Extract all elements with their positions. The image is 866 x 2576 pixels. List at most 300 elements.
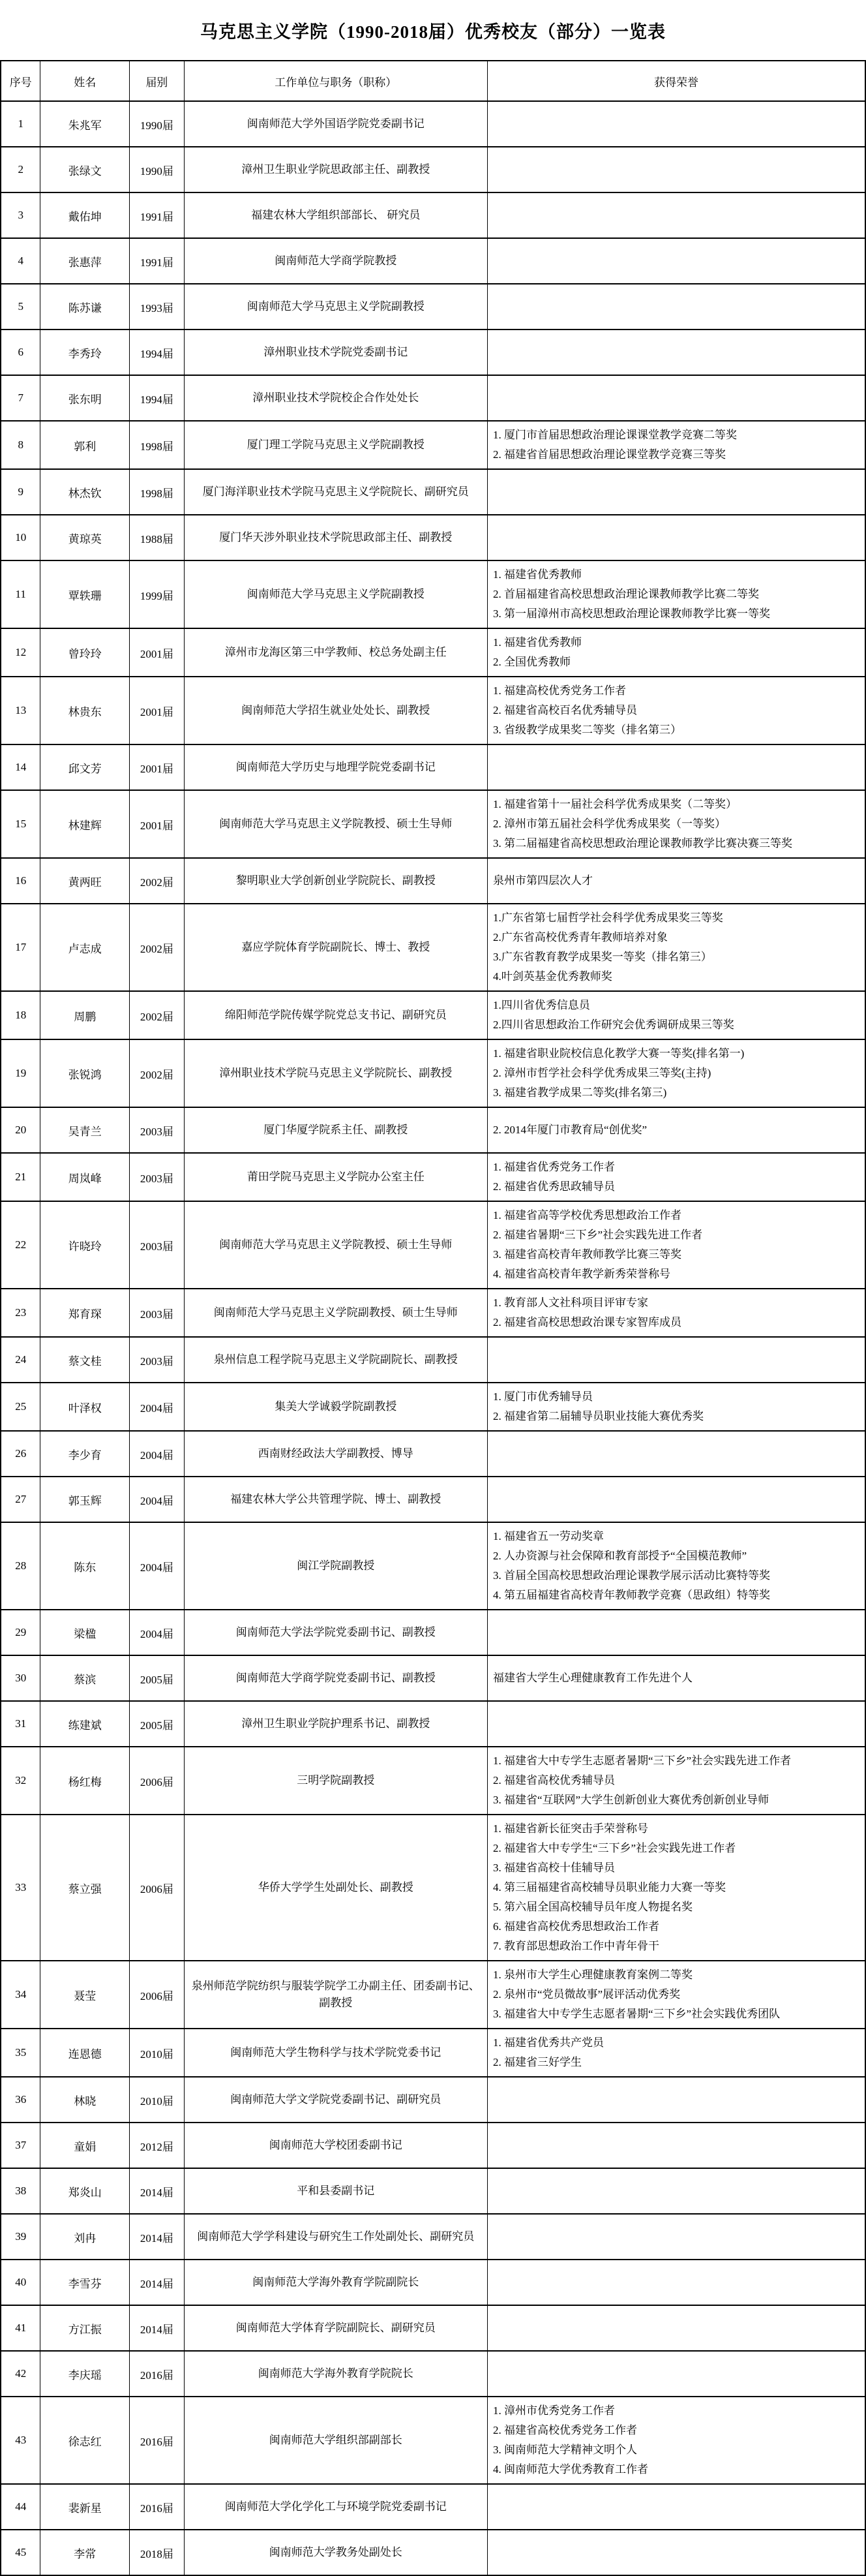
cell-work-unit: 闽南师范大学法学院党委副书记、副教授 [184, 1610, 487, 1655]
honor-line: 3. 福建省高校青年教师教学比赛三等奖 [493, 1248, 682, 1261]
cell-number: 15 [1, 790, 40, 858]
honor-line: 2.广东省高校优秀青年教师培养对象 [493, 931, 668, 943]
honor-line: 2.四川省思想政治工作研究会优秀调研成果三等奖 [493, 1019, 734, 1031]
cell-class-year: 2016届 [130, 2351, 185, 2397]
honor-line: 1. 福建省新长征突击手荣誉称号 [493, 1822, 649, 1835]
table-row [1, 904, 865, 991]
cell-class-year: 2012届 [130, 2123, 185, 2168]
cell-class-year: 2004届 [130, 1477, 185, 1522]
cell-name: 张绿文 [40, 147, 130, 192]
honor-line: 1. 福建省五一劳动奖章 [493, 1530, 605, 1542]
cell-number: 38 [1, 2168, 40, 2214]
cell-honors [488, 858, 865, 904]
cell-work-unit: 闽南师范大学外国语学院党委副书记 [184, 101, 487, 147]
table-row [1, 1655, 865, 1701]
cell-class-year: 2001届 [130, 628, 185, 677]
cell-class-year: 2004届 [130, 1383, 185, 1431]
cell-class-year: 1991届 [130, 238, 185, 284]
honor-line: 4. 福建省高校青年教学新秀荣誉称号 [493, 1268, 671, 1280]
cell-number: 26 [1, 1431, 40, 1477]
cell-name: 陈东 [40, 1522, 130, 1610]
cell-honors [488, 1747, 865, 1815]
cell-honors [488, 515, 865, 560]
table-row [1, 375, 865, 421]
cell-class-year: 1994届 [130, 375, 185, 421]
cell-name: 刘冉 [40, 2214, 130, 2260]
cell-class-year: 1990届 [130, 101, 185, 147]
cell-work-unit: 闽南师范大学学科建设与研究生工作处副处长、副研究员 [184, 2214, 487, 2260]
cell-class-year: 2001届 [130, 677, 185, 744]
cell-class-year: 2002届 [130, 1039, 185, 1107]
cell-work-unit: 厦门海洋职业技术学院马克思主义学院院长、副研究员 [184, 469, 487, 515]
cell-class-year: 2014届 [130, 2168, 185, 2214]
cell-name: 李少育 [40, 1431, 130, 1477]
cell-class-year: 2010届 [130, 2077, 185, 2123]
honor-line: 1.广东省第七届哲学社会科学优秀成果奖三等奖 [493, 912, 723, 924]
cell-name: 李庆瑶 [40, 2351, 130, 2397]
cell-honors [488, 2168, 865, 2214]
cell-honors [488, 2351, 865, 2397]
cell-number: 8 [1, 421, 40, 469]
honor-line: 3. 福建省高校十佳辅导员 [493, 1862, 616, 1874]
honor-line: 1. 福建省优秀教师 [493, 636, 582, 649]
cell-number: 45 [1, 2530, 40, 2575]
cell-name: 林杰钦 [40, 469, 130, 515]
cell-work-unit: 闽南师范大学商学院教授 [184, 238, 487, 284]
cell-honors [488, 2029, 865, 2077]
cell-honors [488, 560, 865, 628]
col-header-class-year: 届别 [130, 61, 185, 101]
cell-class-year: 1999届 [130, 560, 185, 628]
cell-honors [488, 2305, 865, 2351]
cell-honors [488, 1107, 865, 1153]
cell-class-year: 2004届 [130, 1610, 185, 1655]
cell-name: 李常 [40, 2530, 130, 2575]
table-row [1, 2077, 865, 2123]
honor-line: 2. 首届福建省高校思想政治理论课教师教学比赛二等奖 [493, 588, 760, 600]
cell-number: 32 [1, 1747, 40, 1815]
col-header-honors: 获得荣誉 [488, 61, 865, 101]
cell-work-unit: 漳州职业技术学院党委副书记 [184, 330, 487, 375]
header-row [1, 61, 865, 101]
cell-name: 蔡立强 [40, 1815, 130, 1961]
table-row [1, 2168, 865, 2214]
cell-name: 邱文芳 [40, 744, 130, 790]
honor-line: 1. 漳州市优秀党务工作者 [493, 2404, 616, 2417]
table-row [1, 744, 865, 790]
table-row [1, 2351, 865, 2397]
table-row [1, 2260, 865, 2305]
honor-line: 1. 福建省优秀党务工作者 [493, 1161, 616, 1173]
honor-line: 2. 2014年厦门市教育局“创优奖” [493, 1124, 648, 1136]
honor-line: 2. 福建省高校优秀辅导员 [493, 1774, 616, 1786]
cell-number: 22 [1, 1201, 40, 1289]
cell-name: 李雪芬 [40, 2260, 130, 2305]
cell-work-unit: 漳州卫生职业学院思政部主任、副教授 [184, 147, 487, 192]
honor-line: 4. 第三届福建省高校辅导员职业能力大赛一等奖 [493, 1881, 726, 1894]
cell-class-year: 1994届 [130, 330, 185, 375]
cell-name: 林建辉 [40, 790, 130, 858]
cell-name: 裴新星 [40, 2484, 130, 2530]
cell-number: 11 [1, 560, 40, 628]
cell-name: 林晓 [40, 2077, 130, 2123]
cell-name: 郑炎山 [40, 2168, 130, 2214]
cell-work-unit: 闽南师范大学校团委副书记 [184, 2123, 487, 2168]
cell-work-unit: 漳州职业技术学院校企合作处处长 [184, 375, 487, 421]
cell-number: 16 [1, 858, 40, 904]
cell-honors [488, 677, 865, 744]
cell-number: 35 [1, 2029, 40, 2077]
cell-name: 周鹏 [40, 991, 130, 1039]
cell-honors [488, 192, 865, 238]
honor-line: 4. 第五届福建省高校青年教师教学竞赛（思政组）特等奖 [493, 1589, 771, 1601]
cell-honors [488, 1961, 865, 2029]
honor-line: 1. 福建高校优秀党务工作者 [493, 684, 627, 697]
cell-name: 许晓玲 [40, 1201, 130, 1289]
table-row [1, 2484, 865, 2530]
cell-class-year: 2003届 [130, 1201, 185, 1289]
cell-number: 25 [1, 1383, 40, 1431]
cell-honors [488, 1701, 865, 1747]
cell-class-year: 2003届 [130, 1153, 185, 1201]
cell-number: 18 [1, 991, 40, 1039]
honor-line: 1. 教育部人文社科项目评审专家 [493, 1296, 649, 1309]
cell-number: 12 [1, 628, 40, 677]
cell-work-unit: 平和县委副书记 [184, 2168, 487, 2214]
cell-honors [488, 628, 865, 677]
honor-line: 1. 福建省优秀教师 [493, 568, 582, 581]
cell-number: 29 [1, 1610, 40, 1655]
table-row [1, 1107, 865, 1153]
honor-line: 2. 福建省首届思想政治理论课堂教学竞赛三等奖 [493, 448, 726, 461]
col-header-number: 序号 [1, 61, 40, 101]
cell-honors [488, 2214, 865, 2260]
honor-line: 2. 福建省高校优秀党务工作者 [493, 2424, 638, 2436]
table-row [1, 1522, 865, 1610]
table-row [1, 1815, 865, 1961]
table-row [1, 1383, 865, 1431]
cell-number: 27 [1, 1477, 40, 1522]
cell-name: 卢志成 [40, 904, 130, 991]
cell-name: 方江振 [40, 2305, 130, 2351]
cell-class-year: 2005届 [130, 1655, 185, 1701]
cell-name: 林贵东 [40, 677, 130, 744]
honor-line: 3.广东省教育教学成果奖一等奖（排名第三） [493, 951, 712, 963]
cell-number: 5 [1, 284, 40, 330]
cell-name: 吴青兰 [40, 1107, 130, 1153]
cell-class-year: 2018届 [130, 2530, 185, 2575]
cell-work-unit: 漳州市龙海区第三中学教师、校总务处副主任 [184, 628, 487, 677]
cell-number: 39 [1, 2214, 40, 2260]
table-row [1, 1201, 865, 1289]
cell-work-unit: 闽南师范大学马克思主义学院副教授、硕士生导师 [184, 1289, 487, 1337]
cell-work-unit: 泉州信息工程学院马克思主义学院副院长、副教授 [184, 1337, 487, 1383]
cell-name: 曾玲玲 [40, 628, 130, 677]
cell-honors [488, 101, 865, 147]
cell-name: 陈苏谦 [40, 284, 130, 330]
cell-honors [488, 238, 865, 284]
cell-honors [488, 469, 865, 515]
col-header-work-unit: 工作单位与职务（职称） [184, 61, 487, 101]
table-row [1, 1961, 865, 2029]
cell-number: 43 [1, 2397, 40, 2484]
cell-name: 周岚峰 [40, 1153, 130, 1201]
cell-number: 7 [1, 375, 40, 421]
cell-honors [488, 2484, 865, 2530]
cell-work-unit: 闽南师范大学马克思主义学院副教授 [184, 560, 487, 628]
cell-number: 23 [1, 1289, 40, 1337]
table-row [1, 2214, 865, 2260]
table-row [1, 677, 865, 744]
cell-work-unit: 闽江学院副教授 [184, 1522, 487, 1610]
cell-class-year: 2004届 [130, 1522, 185, 1610]
honor-line: 2. 泉州市“党员微故事”展评活动优秀奖 [493, 1988, 681, 2001]
honor-line: 3. 福建省教学成果二等奖(排名第三) [493, 1086, 667, 1099]
cell-name: 覃轶珊 [40, 560, 130, 628]
table-row [1, 1431, 865, 1477]
cell-work-unit: 泉州师范学院纺织与服装学院学工办副主任、团委副书记、副教授 [184, 1961, 487, 2029]
cell-honors [488, 1337, 865, 1383]
table-row [1, 1747, 865, 1815]
page-title: 马克思主义学院（1990-2018届）优秀校友（部分）一览表 [200, 22, 666, 42]
cell-class-year: 2016届 [130, 2484, 185, 2530]
cell-name: 梁楹 [40, 1610, 130, 1655]
table-row [1, 1701, 865, 1747]
table-row [1, 147, 865, 192]
table-row [1, 515, 865, 560]
cell-class-year: 2003届 [130, 1107, 185, 1153]
table-row [1, 1610, 865, 1655]
cell-work-unit: 福建农林大学公共管理学院、博士、副教授 [184, 1477, 487, 1522]
table-row [1, 1153, 865, 1201]
honor-line: 3. 第二届福建省高校思想政治理论课教师教学比赛决赛三等奖 [493, 837, 793, 850]
table-row [1, 2305, 865, 2351]
cell-name: 黄琼英 [40, 515, 130, 560]
table-row [1, 790, 865, 858]
cell-number: 24 [1, 1337, 40, 1383]
honor-line: 2. 漳州市第五届社会科学优秀成果奖（一等奖） [493, 818, 726, 830]
cell-number: 42 [1, 2351, 40, 2397]
honor-line: 2. 福建省暑期“三下乡”社会实践先进工作者 [493, 1229, 703, 1241]
honor-line: 2. 福建省第二届辅导员职业技能大赛优秀奖 [493, 1410, 704, 1422]
cell-class-year: 2003届 [130, 1337, 185, 1383]
cell-number: 9 [1, 469, 40, 515]
honor-line: 2. 福建省高校思想政治课专家智库成员 [493, 1316, 682, 1328]
honor-line: 2. 福建省优秀思政辅导员 [493, 1180, 616, 1193]
cell-work-unit: 闽南师范大学马克思主义学院教授、硕士生导师 [184, 790, 487, 858]
honor-line: 3. 福建省“互联网”大学生创新创业大赛优秀创新创业导师 [493, 1794, 769, 1806]
cell-work-unit: 闽南师范大学海外教育学院副院长 [184, 2260, 487, 2305]
cell-work-unit: 闽南师范大学历史与地理学院党委副书记 [184, 744, 487, 790]
cell-class-year: 2001届 [130, 744, 185, 790]
honor-line: 1. 福建省职业院校信息化教学大赛一等奖(排名第一) [493, 1047, 745, 1060]
cell-work-unit: 厦门华厦学院系主任、副教授 [184, 1107, 487, 1153]
table-row [1, 2397, 865, 2484]
honor-line: 1. 福建省优秀共产党员 [493, 2036, 605, 2049]
cell-honors [488, 330, 865, 375]
cell-work-unit: 闽南师范大学组织部副部长 [184, 2397, 487, 2484]
cell-work-unit: 闽南师范大学教务处副处长 [184, 2530, 487, 2575]
cell-name: 李秀玲 [40, 330, 130, 375]
cell-work-unit: 漳州职业技术学院马克思主义学院院长、副教授 [184, 1039, 487, 1107]
cell-name: 朱兆军 [40, 101, 130, 147]
cell-honors [488, 904, 865, 991]
honor-line: 2. 漳州市哲学社会科学优秀成果三等奖(主持) [493, 1067, 711, 1079]
cell-number: 3 [1, 192, 40, 238]
cell-honors [488, 284, 865, 330]
cell-class-year: 1993届 [130, 284, 185, 330]
cell-honors [488, 1201, 865, 1289]
cell-honors [488, 1039, 865, 1107]
cell-class-year: 1990届 [130, 147, 185, 192]
cell-number: 17 [1, 904, 40, 991]
cell-number: 44 [1, 2484, 40, 2530]
cell-honors [488, 2123, 865, 2168]
cell-class-year: 2006届 [130, 1747, 185, 1815]
cell-class-year: 2006届 [130, 1961, 185, 2029]
cell-class-year: 2010届 [130, 2029, 185, 2077]
cell-class-year: 2003届 [130, 1289, 185, 1337]
table-row [1, 2029, 865, 2077]
cell-name: 叶泽权 [40, 1383, 130, 1431]
cell-class-year: 1998届 [130, 469, 185, 515]
cell-name: 张东明 [40, 375, 130, 421]
honor-line: 2. 福建省高校百名优秀辅导员 [493, 704, 638, 716]
table-row [1, 991, 865, 1039]
cell-work-unit: 集美大学诚毅学院副教授 [184, 1383, 487, 1431]
cell-honors [488, 790, 865, 858]
cell-number: 40 [1, 2260, 40, 2305]
honor-line: 1. 厦门市首届思想政治理论课课堂教学竞赛二等奖 [493, 429, 738, 441]
cell-honors [488, 1289, 865, 1337]
table-row [1, 421, 865, 469]
cell-number: 36 [1, 2077, 40, 2123]
cell-class-year: 2005届 [130, 1701, 185, 1747]
table-row [1, 1337, 865, 1383]
cell-number: 28 [1, 1522, 40, 1610]
cell-class-year: 2004届 [130, 1431, 185, 1477]
cell-number: 1 [1, 101, 40, 147]
cell-work-unit: 厦门华天涉外职业技术学院思政部主任、副教授 [184, 515, 487, 560]
cell-class-year: 2002届 [130, 991, 185, 1039]
cell-number: 2 [1, 147, 40, 192]
honor-line: 2. 全国优秀教师 [493, 656, 571, 668]
honor-line: 2. 人办资源与社会保障和教育部授予“全国模范教师” [493, 1550, 747, 1562]
cell-class-year: 2014届 [130, 2260, 185, 2305]
cell-class-year: 2006届 [130, 1815, 185, 1961]
cell-honors [488, 1477, 865, 1522]
cell-name: 黄两旺 [40, 858, 130, 904]
cell-work-unit: 嘉应学院体育学院副院长、博士、教授 [184, 904, 487, 991]
cell-name: 戴佑坤 [40, 192, 130, 238]
honor-line: 6. 福建省高校优秀思想政治工作者 [493, 1920, 660, 1933]
cell-work-unit: 华侨大学学生处副处长、副教授 [184, 1815, 487, 1961]
honor-line: 7. 教育部思想政治工作中青年骨干 [493, 1940, 660, 1952]
cell-work-unit: 闽南师范大学生物科学与技术学院党委书记 [184, 2029, 487, 2077]
honor-line: 1. 福建省大中专学生志愿者暑期“三下乡”社会实践先进工作者 [493, 1755, 792, 1767]
table-row [1, 1039, 865, 1107]
cell-work-unit: 闽南师范大学文学院党委副书记、副研究员 [184, 2077, 487, 2123]
honor-line: 5. 第六届全国高校辅导员年度人物提名奖 [493, 1901, 693, 1913]
cell-work-unit: 黎明职业大学创新创业学院院长、副教授 [184, 858, 487, 904]
honor-line: 1. 福建省高等学校优秀思想政治工作者 [493, 1209, 682, 1221]
cell-name: 杨红梅 [40, 1747, 130, 1815]
table-row [1, 2530, 865, 2575]
cell-work-unit: 闽南师范大学体育学院副院长、副研究员 [184, 2305, 487, 2351]
cell-class-year: 2001届 [130, 790, 185, 858]
cell-name: 聂莹 [40, 1961, 130, 2029]
table-row [1, 238, 865, 284]
cell-honors [488, 2530, 865, 2575]
cell-name: 连恩德 [40, 2029, 130, 2077]
honor-line: 1.四川省优秀信息员 [493, 999, 590, 1011]
table-row [1, 101, 865, 147]
cell-name: 蔡文桂 [40, 1337, 130, 1383]
cell-number: 34 [1, 1961, 40, 2029]
cell-name: 郑育琛 [40, 1289, 130, 1337]
cell-honors [488, 147, 865, 192]
cell-honors [488, 1383, 865, 1431]
table-row [1, 560, 865, 628]
cell-number: 10 [1, 515, 40, 560]
cell-honors [488, 1610, 865, 1655]
cell-honors [488, 2077, 865, 2123]
cell-name: 郭玉辉 [40, 1477, 130, 1522]
cell-class-year: 2014届 [130, 2214, 185, 2260]
honor-line: 3. 闽南师范大学精神文明个人 [493, 2444, 638, 2456]
cell-work-unit: 西南财经政法大学副教授、博导 [184, 1431, 487, 1477]
cell-class-year: 2016届 [130, 2397, 185, 2484]
cell-class-year: 2002届 [130, 904, 185, 991]
cell-class-year: 1998届 [130, 421, 185, 469]
table-row [1, 1477, 865, 1522]
table-row [1, 858, 865, 904]
cell-honors [488, 2397, 865, 2484]
table-row [1, 284, 865, 330]
cell-number: 19 [1, 1039, 40, 1107]
cell-honors [488, 2260, 865, 2305]
table-row [1, 330, 865, 375]
cell-work-unit: 闽南师范大学海外教育学院院长 [184, 2351, 487, 2397]
cell-honors [488, 1815, 865, 1961]
cell-honors [488, 421, 865, 469]
table-row [1, 628, 865, 677]
cell-number: 37 [1, 2123, 40, 2168]
col-header-name: 姓名 [40, 61, 130, 101]
cell-work-unit: 闽南师范大学马克思主义学院副教授 [184, 284, 487, 330]
cell-class-year: 2014届 [130, 2305, 185, 2351]
cell-work-unit: 福建农林大学组织部部长、 研究员 [184, 192, 487, 238]
cell-number: 6 [1, 330, 40, 375]
cell-number: 20 [1, 1107, 40, 1153]
honor-line: 4.叶剑英基金优秀教师奖 [493, 970, 612, 983]
honor-line: 3. 首届全国高校思想政治理论课教学展示活动比赛特等奖 [493, 1569, 771, 1582]
honor-line: 3. 第一届漳州市高校思想政治理论课教师教学比赛一等奖 [493, 607, 771, 620]
honor-line: 1. 福建省第十一届社会科学优秀成果奖（二等奖） [493, 798, 738, 810]
honor-line: 2. 福建省大中专学生“三下乡”社会实践先进工作者 [493, 1842, 736, 1854]
cell-name: 蔡滨 [40, 1655, 130, 1701]
cell-number: 31 [1, 1701, 40, 1747]
cell-work-unit: 闽南师范大学马克思主义学院教授、硕士生导师 [184, 1201, 487, 1289]
cell-class-year: 1991届 [130, 192, 185, 238]
cell-number: 14 [1, 744, 40, 790]
cell-number: 33 [1, 1815, 40, 1961]
table-row [1, 1289, 865, 1337]
cell-number: 30 [1, 1655, 40, 1701]
cell-name: 张惠萍 [40, 238, 130, 284]
cell-work-unit: 厦门理工学院马克思主义学院副教授 [184, 421, 487, 469]
cell-honors [488, 375, 865, 421]
